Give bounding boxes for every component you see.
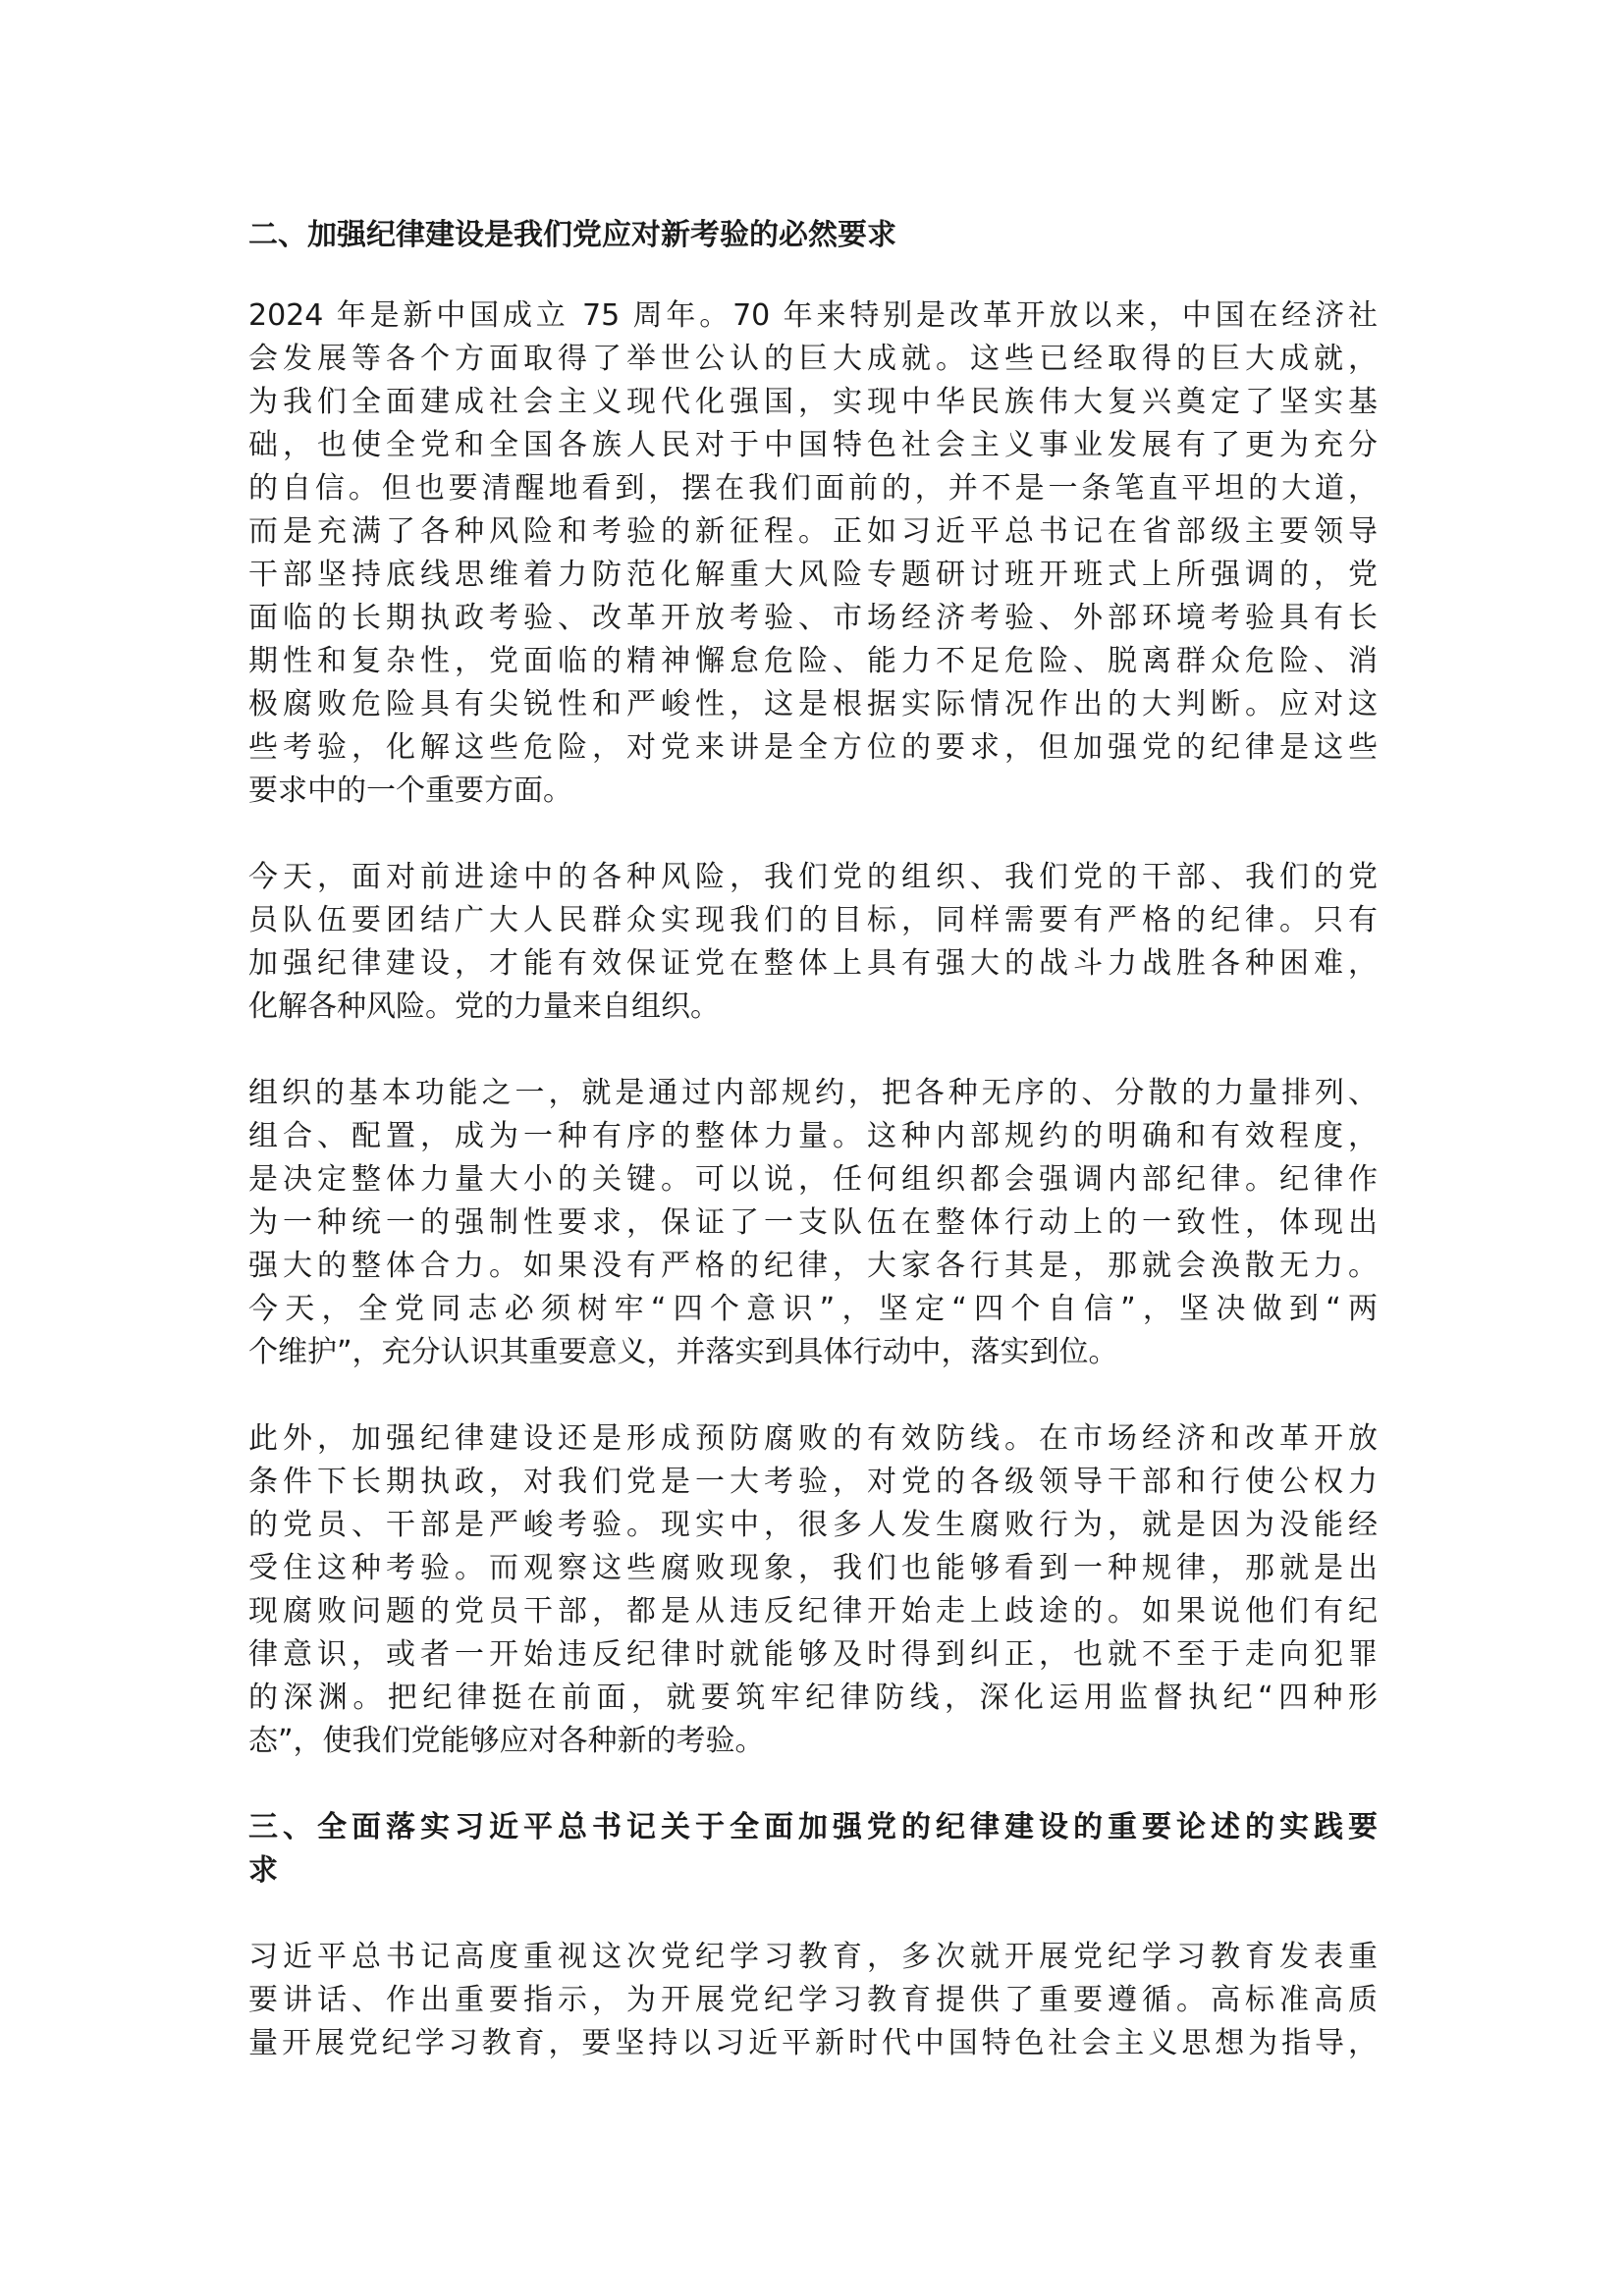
paragraph-line: 要求中的一个重要方面。 (248, 774, 572, 808)
paragraph-line: 个维护”，充分认识其重要意义，并落实到具体行动中，落实到位。 (248, 1335, 1118, 1369)
paragraph-line: 组合、配置，成为一种有序的整体力量。这种内部规约的明确和有效程度， (248, 1119, 1378, 1153)
paragraph-line: 强大的整体合力。如果没有严格的纪律，大家各行其是，那就会涣散无力。 (248, 1249, 1378, 1283)
paragraph-line: 员队伍要团结广大人民群众实现我们的目标，同样需要有严格的纪律。只有 (248, 903, 1378, 937)
paragraph-line: 极腐败危险具有尖锐性和严峻性，这是根据实际情况作出的大判断。应对这 (248, 687, 1378, 721)
paragraph-line: 今天，全党同志必须树牢“四个意识”，坚定“四个自信”，坚决做到“两 (248, 1292, 1378, 1326)
paragraph-line: 现腐败问题的党员干部，都是从违反纪律开始走上歧途的。如果说他们有纪 (248, 1594, 1378, 1629)
paragraph-line: 组织的基本功能之一，就是通过内部规约，把各种无序的、分散的力量排列、 (248, 1076, 1378, 1110)
paragraph-line: 量开展党纪学习教育，要坚持以习近平新时代中国特色社会主义思想为指导， (248, 2026, 1378, 2060)
paragraph-line: 化解各种风险。党的力量来自组织。 (248, 989, 720, 1024)
heading-line: 三、全面落实习近平总书记关于全面加强党的纪律建设的重要论述的实践要 (248, 1810, 1378, 1844)
paragraph-line: 要讲话、作出重要指示，为开展党纪学习教育提供了重要遵循。高标准高质 (248, 1983, 1378, 2017)
paragraph-line: 2024 年是新中国成立 75 周年。70 年来特别是改革开放以来，中国在经济社 (248, 298, 1378, 333)
paragraph-line: 础，也使全党和全国各族人民对于中国特色社会主义事业发展有了更为充分 (248, 428, 1378, 462)
paragraph-line: 而是充满了各种风险和考验的新征程。正如习近平总书记在省部级主要领导 (248, 514, 1378, 549)
paragraph-line: 会发展等各个方面取得了举世公认的巨大成就。这些已经取得的巨大成就， (248, 342, 1378, 376)
paragraph-line: 习近平总书记高度重视这次党纪学习教育，多次就开展党纪学习教育发表重 (248, 1940, 1378, 1974)
paragraph-line: 的深渊。把纪律挺在前面，就要筑牢纪律防线，深化运用监督执纪“四种形 (248, 1681, 1378, 1715)
paragraph-2 (248, 856, 1378, 1029)
paragraph-line: 态”，使我们党能够应对各种新的考验。 (248, 1724, 765, 1758)
paragraph-line: 今天，面对前进途中的各种风险，我们党的组织、我们党的干部、我们的党 (248, 860, 1378, 894)
heading-line: 求 (248, 1853, 278, 1888)
paragraph-line: 为一种统一的强制性要求，保证了一支队伍在整体行动上的一致性，体现出 (248, 1205, 1378, 1240)
paragraph-line: 是决定整体力量大小的关键。可以说，任何组织都会强调内部纪律。纪律作 (248, 1162, 1378, 1197)
paragraph-line: 为我们全面建成社会主义现代化强国，实现中华民族伟大复兴奠定了坚实基 (248, 385, 1378, 419)
paragraph-line: 干部坚持底线思维着力防范化解重大风险专题研讨班开班式上所强调的，党 (248, 558, 1378, 592)
document-page (248, 214, 1378, 2065)
paragraph-line: 期性和复杂性，党面临的精神懈怠危险、能力不足危险、脱离群众危险、消 (248, 644, 1378, 678)
paragraph-line: 条件下长期执政，对我们党是一大考验，对党的各级领导干部和行使公权力 (248, 1465, 1378, 1499)
paragraph-1 (248, 294, 1378, 813)
paragraph-line: 些考验，化解这些危险，对党来讲是全方位的要求，但加强党的纪律是这些 (248, 730, 1378, 765)
paragraph-line: 加强纪律建设，才能有效保证党在整体上具有强大的战斗力战胜各种困难， (248, 946, 1378, 981)
paragraph-line: 的自信。但也要清醒地看到，摆在我们面前的，并不是一条笔直平坦的大道， (248, 471, 1378, 506)
paragraph-3 (248, 1072, 1378, 1374)
paragraph-line: 的党员、干部是严峻考验。现实中，很多人发生腐败行为，就是因为没能经 (248, 1508, 1378, 1542)
paragraph-line: 面临的长期执政考验、改革开放考验、市场经济考验、外部环境考验具有长 (248, 601, 1378, 635)
paragraph-line: 律意识，或者一开始违反纪律时就能够及时得到纠正，也就不至于走向犯罪 (248, 1637, 1378, 1672)
section-heading-2: 二、加强纪律建设是我们党应对新考验的必然要求 (248, 218, 896, 252)
section-heading-3 (248, 1806, 1378, 1893)
paragraph-line: 受住这种考验。而观察这些腐败现象，我们也能够看到一种规律，那就是出 (248, 1551, 1378, 1585)
paragraph-4 (248, 1417, 1378, 1763)
paragraph-5 (248, 1936, 1378, 2065)
paragraph-line: 此外，加强纪律建设还是形成预防腐败的有效防线。在市场经济和改革开放 (248, 1421, 1378, 1456)
